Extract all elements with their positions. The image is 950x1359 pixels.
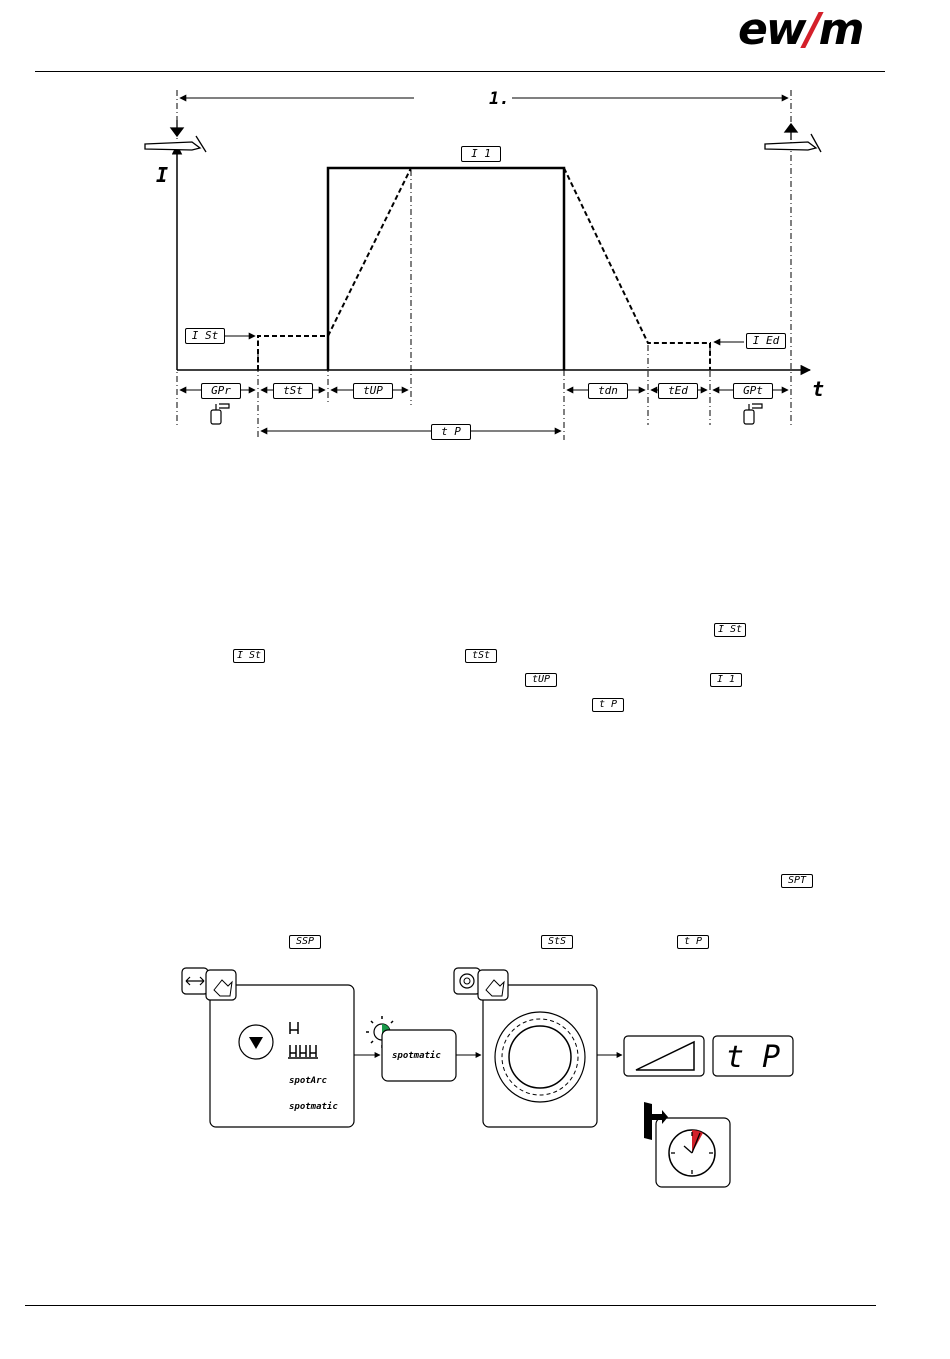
mode-spotarc: spotArc — [289, 1076, 327, 1086]
torch-down-icon — [145, 120, 206, 152]
inline-code-ist: I St — [233, 649, 265, 663]
sequence-label: 1. — [489, 89, 510, 109]
ist-label: I St — [185, 328, 225, 344]
x-axis-label: t — [812, 377, 825, 401]
inline-code-tp: t P — [592, 698, 624, 712]
inline-code-tp: t P — [677, 935, 709, 949]
ted-label: tEd — [658, 383, 698, 399]
tst-label: tSt — [273, 383, 313, 399]
rotary-button-icon — [454, 968, 508, 1000]
inline-code-ist: I St — [714, 623, 746, 637]
tup-label: tUP — [353, 383, 393, 399]
inline-code-spt: SPT — [781, 874, 813, 888]
reference-lines — [177, 90, 791, 440]
ied-label: I Ed — [746, 333, 786, 349]
mode-select-button-icon — [182, 968, 236, 1000]
torch-up-icon — [765, 124, 821, 152]
current-profile-solid — [328, 168, 564, 370]
gas-preflow-icon — [211, 404, 229, 424]
current-profile-dashed-end — [564, 168, 710, 370]
footer-rule — [25, 1305, 876, 1306]
timing-diagram — [140, 85, 830, 455]
clock-icon — [669, 1130, 715, 1176]
inline-code-ssp: SSP — [289, 935, 321, 949]
tdn-label: tdn — [588, 383, 628, 399]
inline-code-sts: StS — [541, 935, 573, 949]
gpt-label: GPt — [733, 383, 773, 399]
i1-label: I 1 — [461, 146, 501, 162]
inline-code-i1: I 1 — [710, 673, 742, 687]
inline-code-tup: tUP — [525, 673, 557, 687]
gas-postflow-icon — [744, 404, 762, 424]
current-profile-dashed-start — [258, 168, 411, 370]
gpr-label: GPr — [201, 383, 241, 399]
control-panel-illustration — [175, 962, 781, 1192]
y-axis-label: I — [156, 163, 169, 187]
ewm-logo: ew/m — [738, 4, 863, 55]
header-rule — [35, 71, 885, 72]
inline-code-tst: tSt — [465, 649, 497, 663]
mode-spotmatic: spotmatic — [289, 1102, 338, 1112]
tp-label: t P — [431, 424, 471, 440]
parameter-display-value: t P — [725, 1040, 781, 1075]
selected-mode-label: spotmatic — [392, 1051, 441, 1061]
rotary-knob-inner — [509, 1026, 571, 1088]
